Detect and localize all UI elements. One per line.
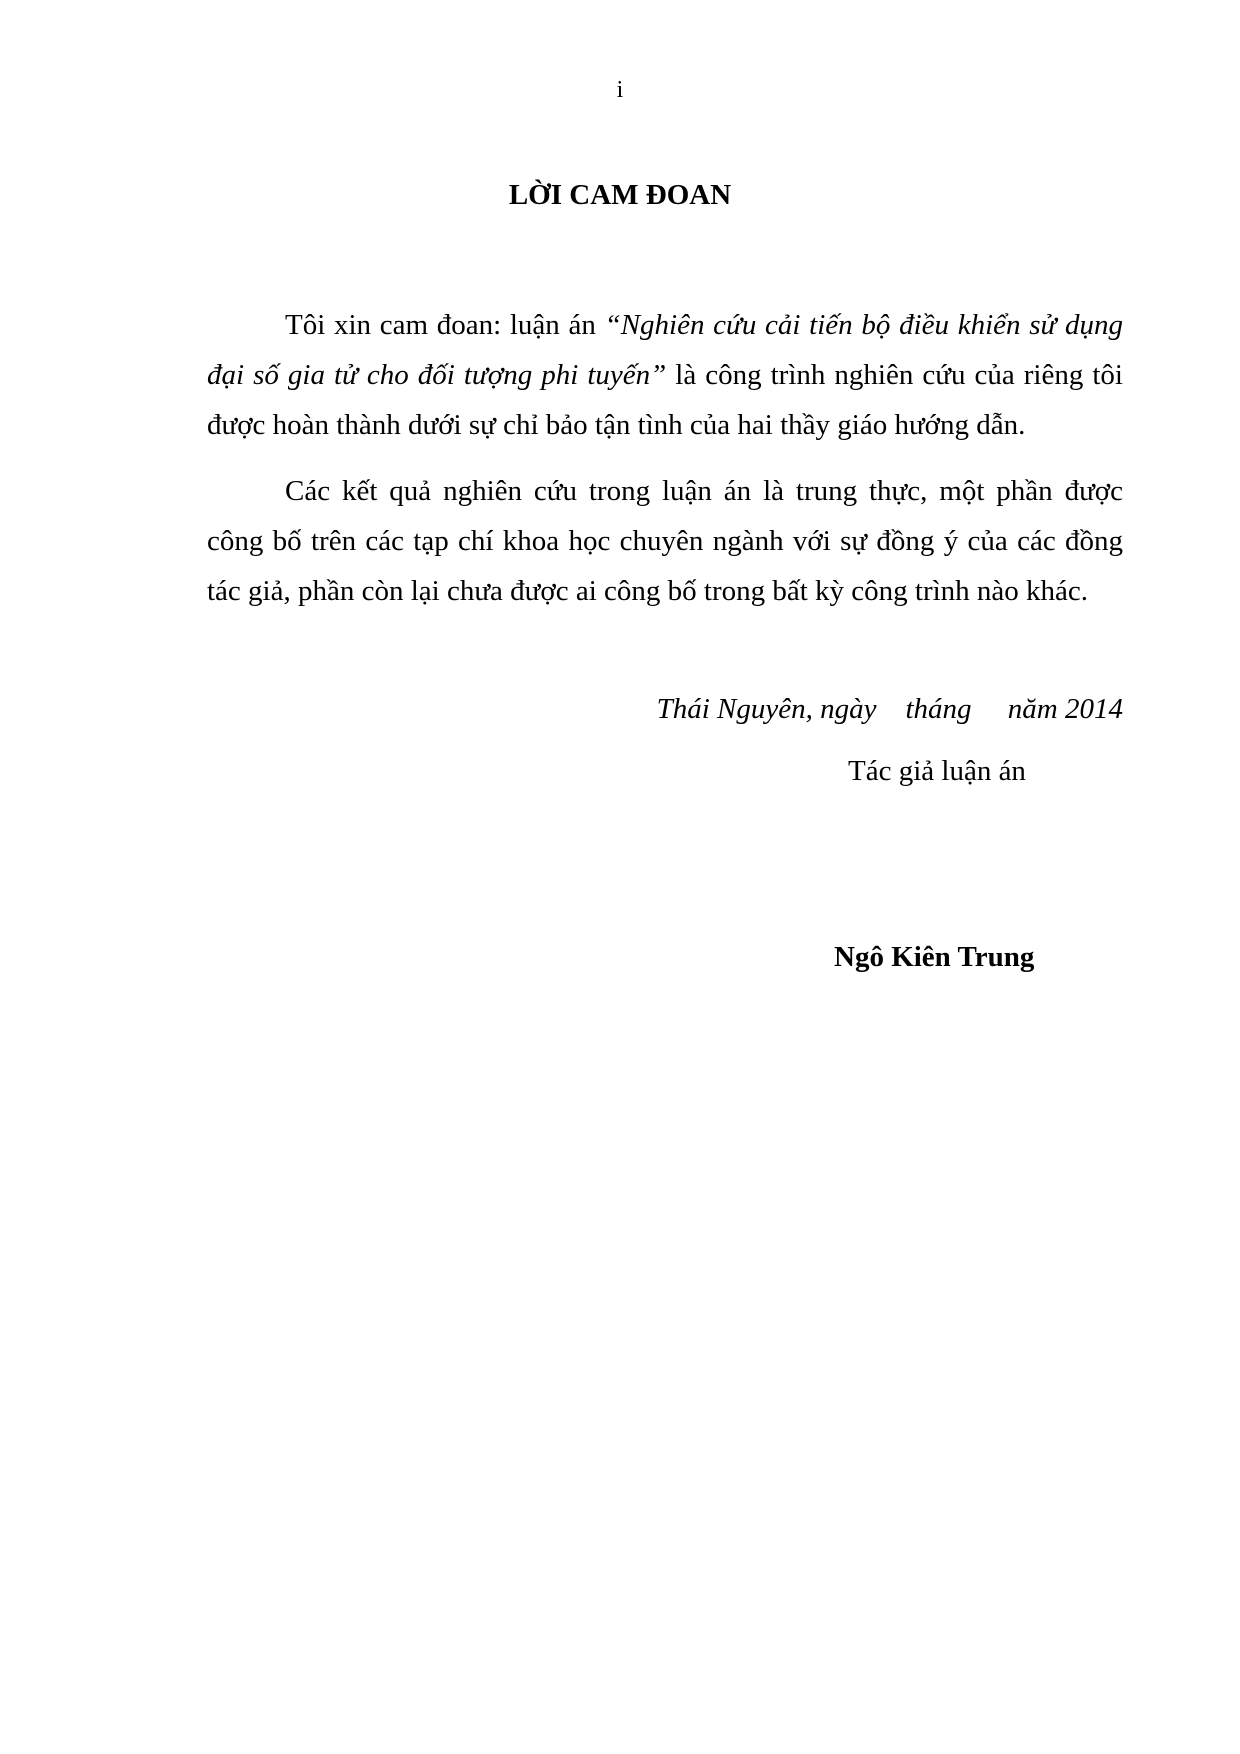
declaration-body — [207, 300, 1123, 616]
author-label: Tác giả luận án — [848, 755, 1026, 787]
page-number: i — [616, 77, 624, 103]
declaration-paragraph-2: Các kết quả nghiên cứu trong luận án là trung thực, một phần được công bố trên các tạp chí khoa học chuyên ngành với sự đồng ý của các đồng tác giả, phần còn lại chưa được ai công bố trong bất kỳ công trình nào khác. — [207, 475, 1123, 607]
paragraph-1-intro: Tôi xin cam đoan: luận án — [285, 309, 605, 341]
thesis-title: “Nghiên cứu cải tiến bộ điều khiển sử dụng đại số gia tử cho đối tượng phi tuyến” — [207, 309, 1123, 391]
page-title: LỜI CAM ĐOAN — [508, 179, 732, 211]
declaration-paragraph-1 — [207, 300, 1123, 450]
author-name: Ngô Kiên Trung — [834, 941, 1035, 973]
paragraph-1-rest: là công trình nghiên cứu của riêng tôi được hoàn thành dưới sự chỉ bảo tận tình của hai thầy giáo hướng dẫn. — [207, 359, 1123, 441]
place-date: Thái Nguyên, ngày tháng năm 2014 — [656, 693, 1123, 725]
